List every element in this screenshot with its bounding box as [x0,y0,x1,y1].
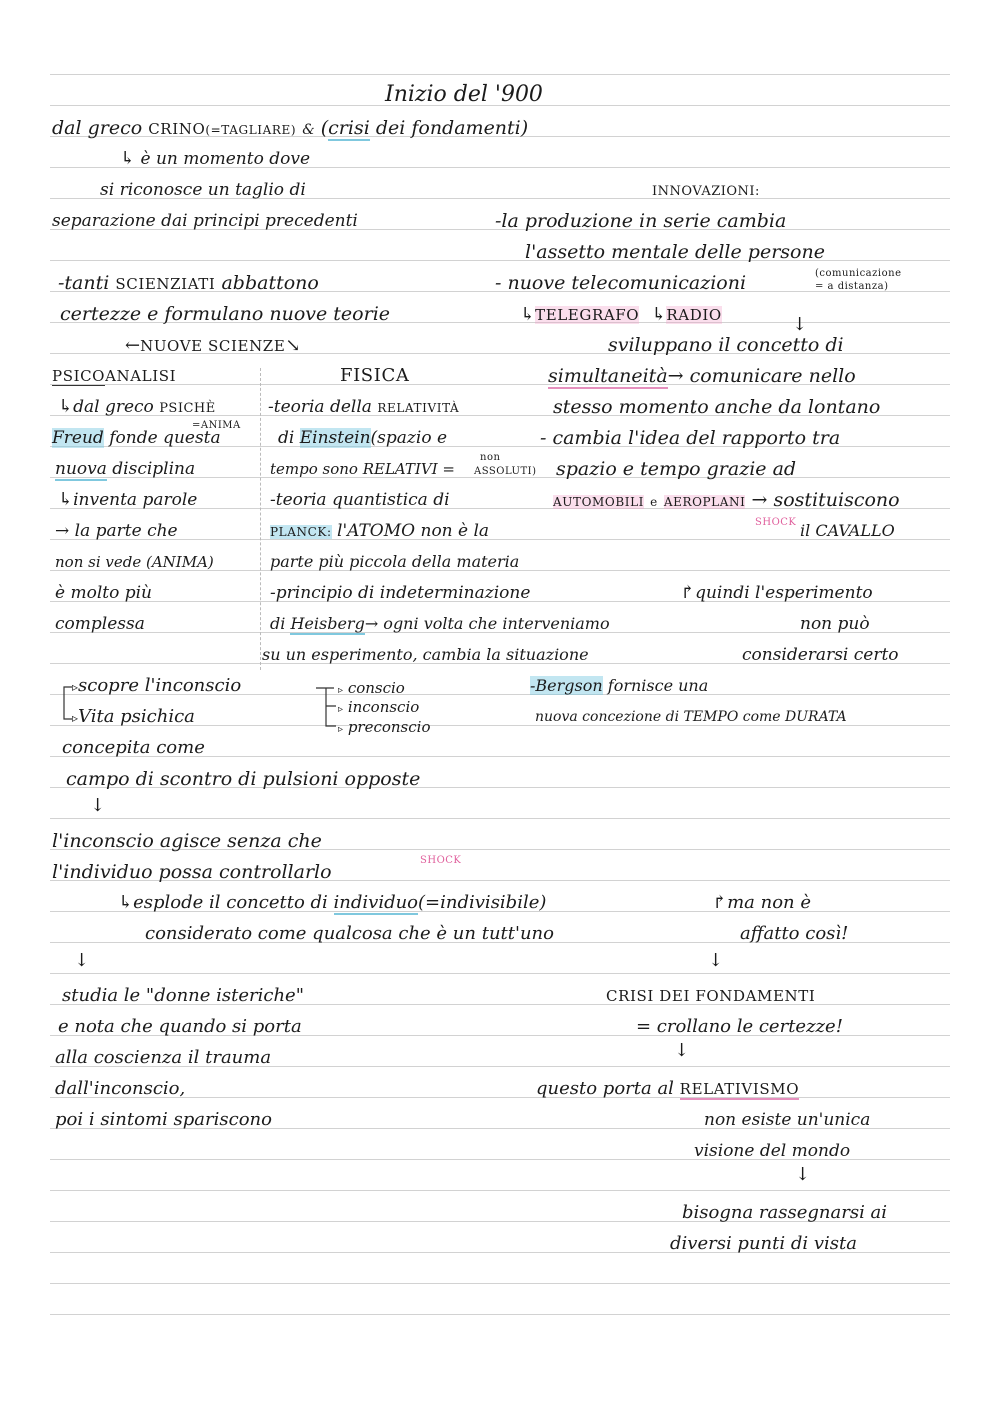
assoluti: ASSOLUTI) [474,466,537,477]
branch-conscio: ▹ conscio [338,679,405,697]
ruled-line [50,973,950,974]
innov-line-2: l'assetto mentale delle persone [525,241,825,263]
inconscio-line-1: ▹scopre l'inconscio [72,675,242,696]
nuove-scienze: ←NUOVE SCIENZE↘ [125,335,301,356]
fisica-line-8: di Heisberg→ ogni volta che interveniamo [270,614,610,633]
innovazioni-heading: INNOVAZIONI: [652,184,760,199]
fisica-line-5: PLANCK: l'ATOMO non è la [270,521,490,541]
branch-inconscio: ▹ inconscio [338,698,420,716]
innov-line-3: - nuove telecomunicazioni [495,272,747,294]
bergson-line-1: -Bergson fornisce una [530,676,709,695]
down-arrow-icon: ↓ [674,1040,690,1061]
fisica-line-4: -teoria quantistica di [270,490,450,510]
down-arrow-icon: ↓ [90,795,106,816]
psicoanalisi-heading: PSICOANALISI [52,367,177,385]
fisica-heading: FISICA [340,365,410,386]
psico-line-2: Freud fonde questa [52,428,221,448]
intro-line-3: si riconosce un taglio di [100,180,306,200]
psico-line-6: non si vede (ANIMA) [55,553,214,571]
intro-line-4: separazione dai principi precedenti [52,211,358,231]
crisi-line-4: visione del mondo [694,1141,851,1161]
inconscio-line-7: ↳esplode il concetto di individuo(=indivisibile) [118,892,547,913]
psico-line-7: è molto più [55,583,152,603]
ruled-line [50,74,950,75]
shock-label-2: SHOCK [420,855,462,866]
shock-label-1: SHOCK [755,517,797,528]
innov-note-a: (comunicazione [815,268,902,279]
inconscio-line-2: ▹Vita psichica [72,706,195,727]
inconscio-line-6: l'individuo possa controllarlo [52,861,332,883]
page-title: Inizio del '900 [385,82,543,107]
inconscio-line-4: campo di scontro di pulsioni opposte [66,768,421,790]
crisi-line-2: questo porta al RELATIVISMO [536,1078,800,1099]
down-arrow-icon: ↓ [792,314,808,335]
innov-line-9: AUTOMOBILI e AEROPLANI → sostituiscono [553,489,900,511]
innov-line-4: sviluppano il concetto di [608,334,844,356]
innov-line-1: -la produzione in serie cambia [495,210,787,232]
psico-line-1: ↳dal greco PSICHÈ [58,396,216,417]
quindi-b: non può [800,614,870,634]
crisi-line-1: = crollano le certezze! [636,1016,843,1037]
intro-line-2: ↳ è un momento dove [120,148,311,169]
intro-line-5: -tanti SCIENZIATI abbattono [58,272,319,294]
crisi-line-3: non esiste un'unica [704,1110,871,1130]
innov-line-6: stesso momento anche da lontano [553,396,881,418]
fisica-line-7: -principio di indeterminazione [270,583,531,603]
fisica-line-3: tempo sono RELATIVI = [270,460,455,478]
isteriche-line-4: dall'inconscio, [55,1078,186,1099]
inconscio-line-3: concepita come [62,737,205,758]
intro-line-6: certezze e formulano nuove teorie [60,303,391,325]
innov-line-10: il CAVALLO [800,521,895,540]
isteriche-line-2: e nota che quando si porta [58,1016,302,1037]
inconscio-line-8: considerato come qualcosa che è un tutt'uno [145,923,554,944]
innov-line-5: simultaneità→ comunicare nello [548,365,856,387]
inconscio-line-5: l'inconscio agisce senza che [52,830,322,852]
down-arrow-icon: ↓ [708,950,724,971]
fisica-line-9: su un esperimento, cambia la situazione [262,645,589,664]
crisi-line-6: diversi punti di vista [670,1233,857,1254]
innov-line-8: spazio e tempo grazie ad [556,458,797,480]
psico-line-4: ↳inventa parole [58,489,198,510]
isteriche-line-3: alla coscienza il trauma [55,1047,272,1068]
innov-line-7: - cambia l'idea del rapporto tra [540,427,841,449]
bergson-line-2: nuova concezione di TEMPO come DURATA [535,709,847,725]
column-divider [260,368,261,670]
isteriche-line-5: poi i sintomi spariscono [55,1109,272,1130]
innov-media: ↳TELEGRAFO ↳RADIO [520,304,722,325]
ma-non: ↱ma non è [712,892,812,913]
fisica-line-1: -teoria della RELATIVITÀ [268,397,460,417]
psico-line-5: → la parte che [55,521,178,541]
innov-note-b: = a distanza) [815,281,889,292]
crisi-heading: CRISI DEI FONDAMENTI [606,987,816,1005]
non-note: non [480,452,501,463]
intro-line-1: dal greco CRINO(=TAGLIARE) & (crisi dei fondamenti) [52,117,529,139]
quindi-c: considerarsi certo [742,645,899,665]
psico-line-3: nuova disciplina [55,459,196,479]
isteriche-line-1: studia le "donne isteriche" [62,985,304,1006]
ruled-line [50,818,950,819]
quindi-a: ↱quindi l'esperimento [680,582,873,603]
crisi-line-5: bisogna rassegnarsi ai [682,1202,888,1223]
fisica-line-6: parte più piccola della materia [270,552,520,571]
anima-note: =ANIMA [192,420,241,431]
fisica-line-2: di Einstein(spazio e [278,428,448,448]
affatto: affatto così! [740,923,849,944]
ruled-line [50,1190,950,1191]
branch-preconscio: ▹ preconscio [338,718,431,736]
ruled-line [50,1314,950,1315]
ruled-line [50,1283,950,1284]
psico-line-8: complessa [55,614,145,634]
down-arrow-icon: ↓ [74,950,90,971]
down-arrow-icon: ↓ [795,1164,811,1185]
